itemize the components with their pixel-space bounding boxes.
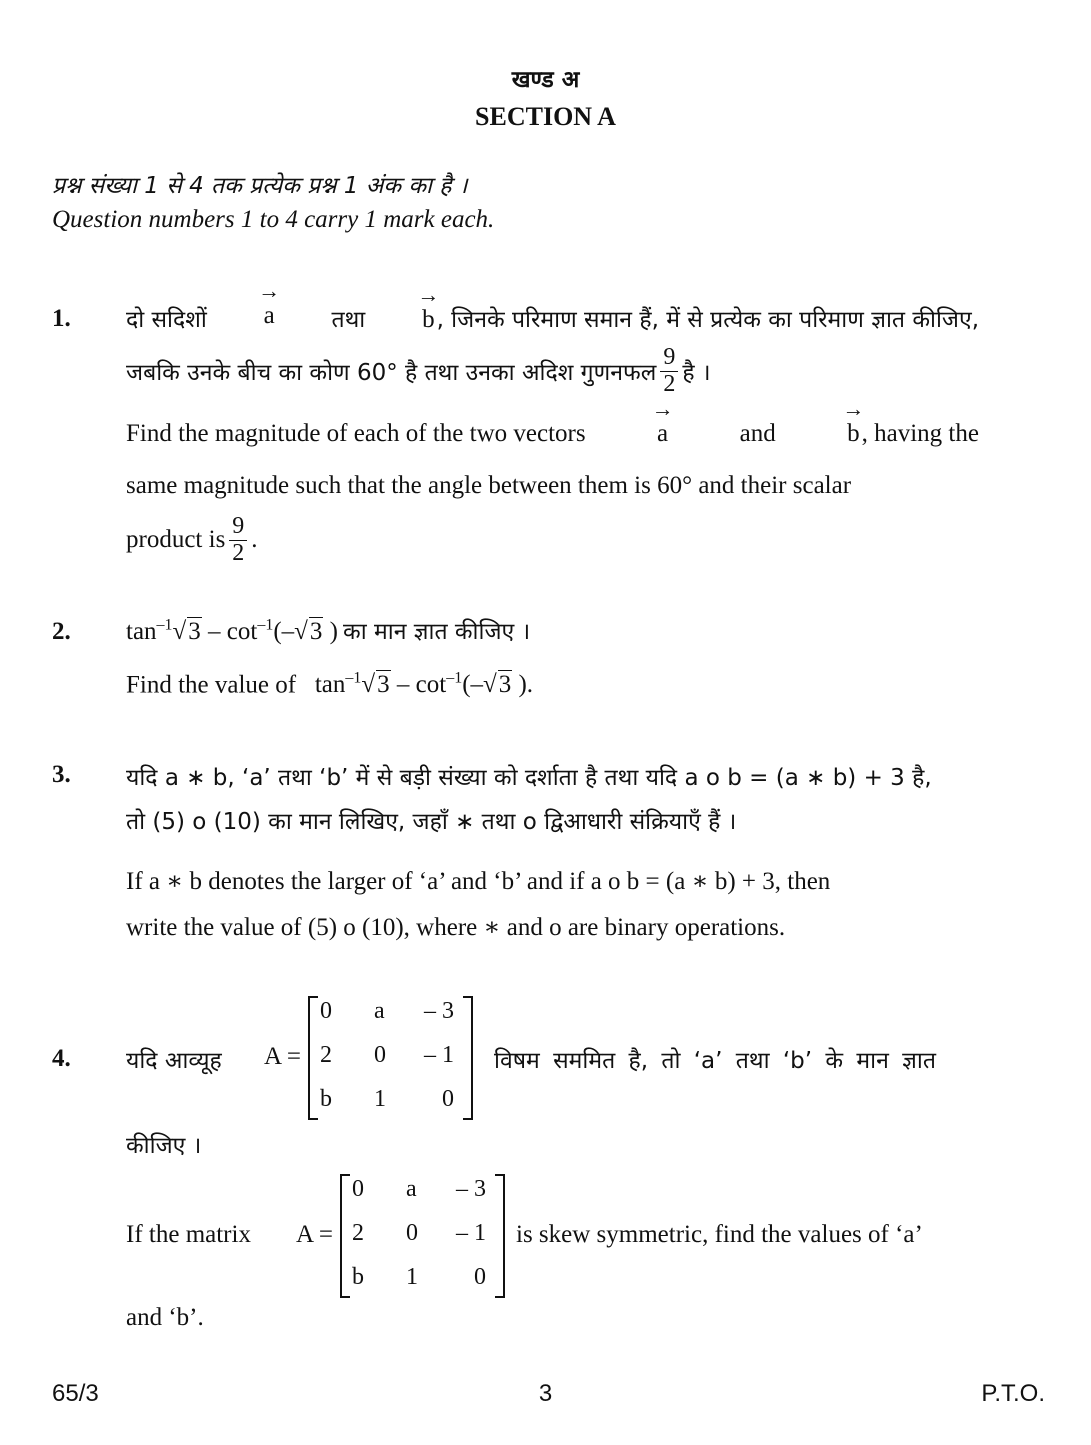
q3-english-line-2: write the value of (5) o (10), where ∗ and o are binary operations.: [126, 914, 786, 941]
matrix-cell: a: [374, 998, 385, 1024]
matrix-cell: b: [352, 1264, 364, 1290]
matrix-label: A =: [296, 1221, 334, 1248]
matrix-label: A =: [264, 1043, 302, 1070]
question-1-number: 1.: [52, 305, 71, 332]
matrix-cell: 1: [374, 1086, 386, 1112]
question-2-number: 2.: [52, 618, 71, 645]
matrix-cell: 0: [352, 1176, 364, 1202]
q2-hindi-line: [126, 614, 530, 646]
q1-hi-text-b: तथा: [331, 307, 366, 333]
q1-english-line-1: [126, 396, 979, 448]
vector-arrow-icon: →: [651, 396, 674, 421]
matrix-left-bracket: [308, 996, 318, 1120]
matrix-right-bracket: [463, 996, 473, 1120]
q3-hindi-line-2: तो (5) o (10) का मान लिखिए, जहाँ ∗ तथा o द्विआधारी संक्रियाएँ हैं ।: [126, 809, 737, 835]
vector-b: → b: [417, 282, 440, 333]
q4-en-suffix: is skew symmetric, find the values of ‘a’: [516, 1221, 923, 1248]
q4-en-prefix: If the matrix: [126, 1221, 251, 1248]
matrix-A-hindi: [308, 996, 473, 1120]
matrix-cell: 2: [352, 1220, 364, 1246]
vector-arrow-icon: →: [258, 278, 281, 303]
matrix-cell: 2: [320, 1042, 332, 1068]
q1-hi-vec-b-group: → b, जिनके परिमाण समान हैं, में से प्रत्येक का परिमाण ज्ञात कीजिए,: [417, 282, 979, 333]
q2-expression: $\tan^{-1}√3 - \cot^{-1}(-√3$ ): [126, 616, 338, 645]
q1-en-text-a: Find the magnitude of each of the two vectors: [126, 420, 586, 447]
matrix-cell: 0: [474, 1264, 486, 1290]
vector-b: → b: [842, 396, 865, 447]
q4-hi-prefix: यदि आव्यूह: [126, 1048, 222, 1074]
matrix-right-bracket: [495, 1174, 505, 1298]
section-heading: SECTION A: [475, 102, 616, 131]
q3-english-line-1: If a ∗ b denotes the larger of ‘a’ and ‘b’ and if a o b = (a ∗ b) + 3, then: [126, 868, 831, 895]
matrix-cell: – 1: [424, 1042, 454, 1068]
q1-hi-text-a: दो सदिशों: [126, 307, 207, 333]
page-number: 3: [538, 1380, 553, 1407]
instruction-english: Question numbers 1 to 4 carry 1 mark each.: [52, 206, 495, 233]
matrix-cell: 0: [374, 1042, 386, 1068]
hindi-section-heading: खण्ड अ: [511, 67, 580, 93]
vector-a: → a: [651, 396, 674, 447]
matrix-cell: 0: [442, 1086, 454, 1112]
matrix-cell: – 3: [456, 1176, 486, 1202]
q1-hindi-line-1: [126, 278, 979, 334]
matrix-cell: 0: [406, 1220, 418, 1246]
vector-a: → a: [258, 278, 281, 329]
matrix-cell: – 3: [424, 998, 454, 1024]
q2-en-text: Find the value of: [126, 671, 297, 699]
q4-hi-suffix: विषम सममित है, तो ‘a’ तथा ‘b’ के मान ज्ञात: [494, 1048, 936, 1074]
vector-arrow-icon: →: [417, 282, 440, 307]
fraction-nine-halves: $\frac{9}{2}$: [229, 514, 247, 565]
matrix-left-bracket: [340, 1174, 350, 1298]
q1-en-text-b: and: [739, 420, 776, 447]
matrix-cell: – 1: [456, 1220, 486, 1246]
q4-hindi-line-2: कीजिए ।: [126, 1133, 202, 1159]
vector-arrow-icon: →: [842, 396, 865, 421]
pto-label: P.T.O.: [981, 1380, 1045, 1407]
matrix-cell: a: [406, 1176, 417, 1202]
matrix-cell: 0: [320, 998, 332, 1024]
q2-hi-text: का मान ज्ञात कीजिए ।: [343, 619, 531, 645]
q4-english-line-2: and ‘b’.: [126, 1304, 204, 1331]
q2-expression: $\tan^{-1}√3 - \cot^{-1}(-√3$ ).: [302, 670, 534, 699]
paper-code: 65/3: [52, 1380, 99, 1407]
q1-en-text-c: product is: [126, 526, 226, 553]
question-3-number: 3.: [52, 761, 71, 788]
q1-english-line-2: same magnitude such that the angle between them is 60° and their scalar: [126, 472, 852, 499]
q1-en-vec-b-group: → b, having the: [842, 396, 979, 447]
q1-hi-text-d: है ।: [682, 360, 711, 386]
q1-hi-text-c: जबकि उनके बीच का कोण 60° है तथा उनका अदिश गुणनफल: [126, 360, 657, 386]
fraction-nine-halves: $\frac{9}{2}$: [660, 345, 678, 396]
q1-hindi-line-2: [126, 346, 711, 396]
matrix-cell: 1: [406, 1264, 418, 1290]
q1-english-line-3: product is $\frac{9}{2}$ .: [126, 513, 258, 566]
question-4-number: 4.: [52, 1045, 71, 1072]
q3-hindi-line-1: यदि a ∗ b, ‘a’ तथा ‘b’ में से बड़ी संख्या को दर्शाता है तथा यदि a o b = (a ∗ b) + 3 है,: [126, 765, 932, 791]
instruction-hindi: प्रश्न संख्या 1 से 4 तक प्रत्येक प्रश्न 1 अंक का है ।: [52, 173, 468, 199]
q2-english-line: [126, 670, 533, 699]
matrix-A-english: [340, 1174, 505, 1298]
matrix-cell: b: [320, 1086, 332, 1112]
